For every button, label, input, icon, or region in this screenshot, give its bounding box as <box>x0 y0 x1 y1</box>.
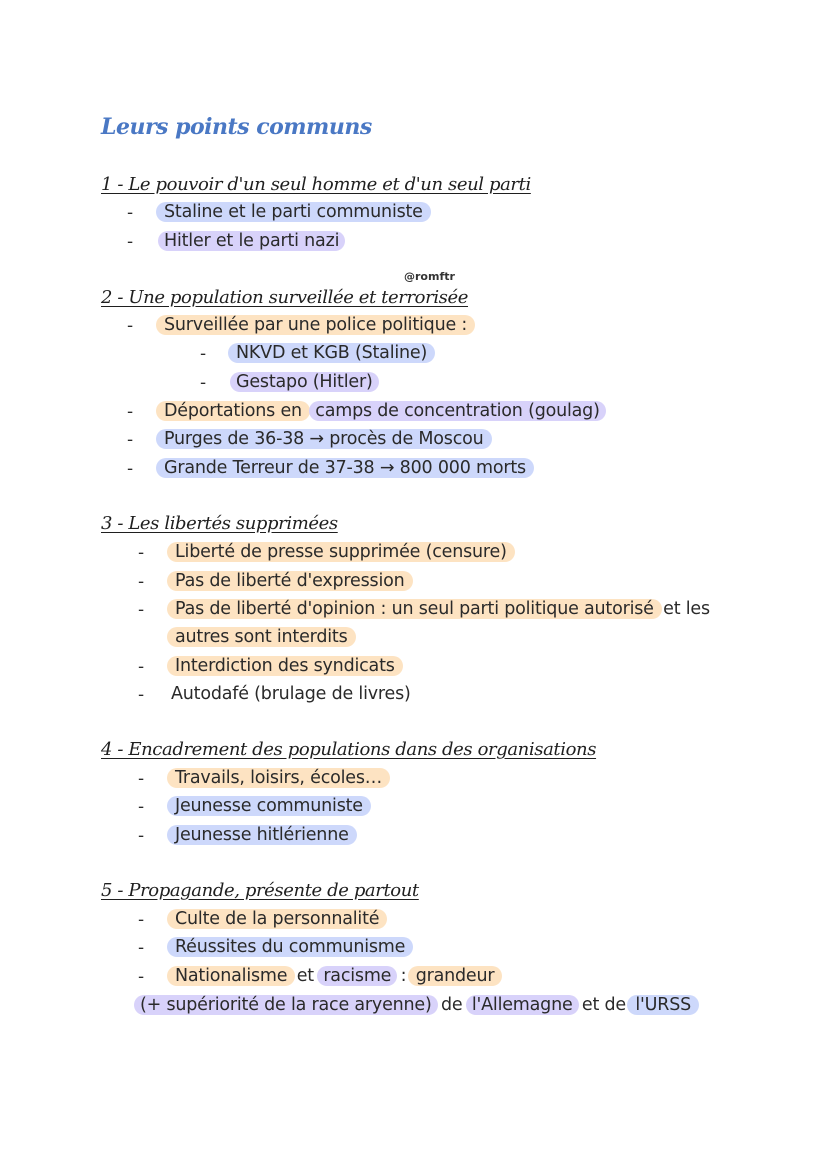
bullet-dash: - <box>127 430 134 450</box>
section-1-item-1: Staline et le parti communiste <box>160 202 427 222</box>
section-3-item-2: Pas de liberté d'expression <box>171 571 409 591</box>
bullet-dash: - <box>127 316 134 336</box>
bullet-dash: - <box>127 402 134 422</box>
bullet-dash: - <box>138 967 145 987</box>
section-5-heading: 5 - Propagande, présente de partout <box>101 880 419 901</box>
section-2-subitem-2: Gestapo (Hitler) <box>232 372 377 392</box>
bullet-dash: - <box>138 910 145 930</box>
page-title: Leurs points communs <box>101 114 372 140</box>
section-2-subitem-1: NKVD et KGB (Staline) <box>232 343 431 363</box>
section-3-item-4: Interdiction des syndicats <box>171 656 399 676</box>
bullet-dash: - <box>138 572 145 592</box>
bullet-dash: - <box>200 373 207 393</box>
bullet-dash: - <box>127 459 134 479</box>
section-2-item-3: Purges de 36-38 → procès de Moscou <box>160 429 488 449</box>
bullet-dash: - <box>138 797 145 817</box>
section-2-heading: 2 - Une population surveillée et terrorisée <box>101 287 469 308</box>
bullet-dash: - <box>138 826 145 846</box>
bullet-dash: - <box>138 769 145 789</box>
section-2-item-1: Surveillée par une police politique : <box>160 315 471 335</box>
bullet-dash: - <box>138 543 145 563</box>
section-4-item-1: Travails, loisirs, écoles… <box>171 768 386 788</box>
section-5-item-2: Réussites du communisme <box>171 937 409 957</box>
bullet-dash: - <box>200 344 207 364</box>
section-1-item-2: Hitler et le parti nazi <box>160 231 343 251</box>
section-2-item-2: Déportations en camps de concentration (goulag) <box>160 401 604 421</box>
section-4-heading: 4 - Encadrement des populations dans des organisations <box>101 739 597 760</box>
section-5-item-3-cont: (+ supériorité de la race aryenne) de l'Allemagne et de l'URSS <box>136 995 695 1015</box>
section-3-item-5: Autodafé (brulage de livres) <box>171 684 411 704</box>
bullet-dash: - <box>127 203 134 223</box>
section-1-heading: 1 - Le pouvoir d'un seul homme et d'un seul parti <box>101 174 531 195</box>
bullet-dash: - <box>138 657 145 677</box>
section-3-heading: 3 - Les libertés supprimées <box>101 513 338 534</box>
section-3-item-3-cont: autres sont interdits <box>171 627 352 647</box>
bullet-dash: - <box>138 600 145 620</box>
bullet-dash: - <box>138 938 145 958</box>
bullet-dash: - <box>138 685 145 705</box>
section-5-item-3: Nationalisme et racisme : grandeur <box>171 966 498 986</box>
section-5-item-1: Culte de la personnalité <box>171 909 383 929</box>
bullet-dash: - <box>127 232 134 252</box>
section-2-item-4: Grande Terreur de 37-38 → 800 000 morts <box>160 458 530 478</box>
section-4-item-2: Jeunesse communiste <box>171 796 367 816</box>
section-3-item-3: Pas de liberté d'opinion : un seul parti politique autorisé et les <box>171 599 710 619</box>
author-watermark: @romftr <box>404 270 455 283</box>
section-4-item-3: Jeunesse hitlérienne <box>171 825 353 845</box>
section-3-item-1: Liberté de presse supprimée (censure) <box>171 542 511 562</box>
